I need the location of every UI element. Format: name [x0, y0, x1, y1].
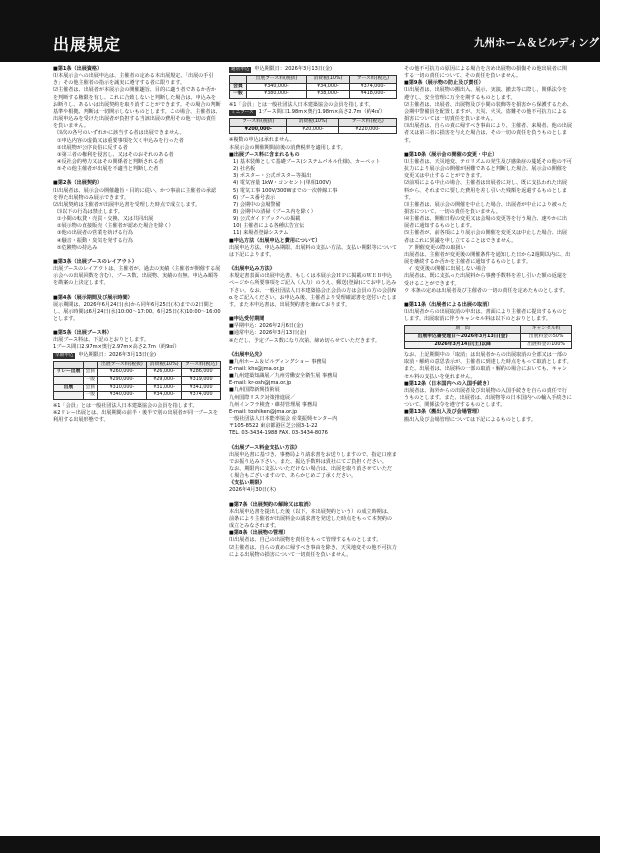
header-bar	[0, 0, 630, 62]
text-line: 出展申込方法、申込み期限、出展料の支払い方法、支払い期限等については下記によります。	[229, 244, 397, 258]
text-line: イ 変更後の開催に出展しない場合	[408, 266, 487, 273]
text-line: ⑴出展者は、出展物の搬出入、展示、実演、撤去等に際し、関係法令を遵守し、安全管理に万全を期するものとします。	[404, 87, 568, 101]
table-cell: ¥340,000-	[97, 392, 146, 400]
text-line: ①申込内容の虚偽又は重要事項を欠く申込みを行った者	[57, 137, 184, 144]
text-line: 出展者は、主催者が変更後の開催条件を通知した日から2週間以内に、出展を継続するか否かを主催者に通知するものとします。	[404, 251, 571, 266]
text-line: ②出展物が公序良俗に反する者	[57, 144, 128, 151]
table-cell: 出展申込書受理日〜2026年3月13日(金)	[405, 333, 521, 341]
text-line: 5) 電気工事 100V/300Wまでの一次幹線工事	[233, 187, 338, 194]
text-line: 2) 社名板	[233, 166, 256, 173]
col3-text-2	[404, 352, 572, 424]
section-heading: ■第12条（日本国内への入国手続き）	[404, 380, 493, 387]
col2-text	[229, 145, 397, 559]
table-cell: 会員	[83, 384, 97, 392]
regular-deadline: 通常申込 申込期限日：2026年3月13日(金)	[231, 66, 332, 72]
text-line: ⑸主催者が、前各項により展示会の開催を変更又は中止した場合、出展者はこれに異議を申し立てることはできません。	[404, 230, 568, 244]
table-header-cell: キャンセル料	[521, 326, 572, 334]
text-line: ⑴出展者は、展示会の開催趣旨・目的に従い、かつ事前に主催者の承認を得た出展物のみ展示できます。	[53, 187, 217, 201]
text-line: ■九州建築知識展／九州労働安全衛生展 事務局	[229, 373, 338, 380]
text-line: 3) ポスター・公式ポスター等掲出	[233, 173, 312, 180]
text-line: ⑶主催者は、展示会の開催を中止した場合、出展者が中止により被った損害について、一切の責任を負いません。	[404, 201, 568, 215]
table-header-cell: ブース料(税込)	[182, 361, 221, 369]
footnote: ※2リレー出展とは、出展期間の前半・後半で別の出展者が同一ブースを利用する出展形態です。	[53, 409, 219, 424]
text-line: ⑴出展者からの出展取消の申出は、書面により主催者に提出するものとします。出展取消に伴うキャンセル料は以下のとおりとします。	[404, 309, 568, 323]
spacer	[229, 438, 397, 445]
text-line: 九州国際リスク対策推進展／	[229, 394, 296, 401]
text-line: ⑶出展者は、自らの責に帰すべき事由により、主催者、来場者、他の出展者又は第三者に損害を与えた場合は、その一切の責任を負うものとします。	[404, 123, 572, 144]
section-heading: ■第10条（展示会の開催の変更・中止）	[404, 151, 498, 158]
table-cell: ¥290,000-	[97, 376, 146, 384]
text-line: なお、上記期間中の「取消」は出展者からの出展取消の全部又は一部の取消・解約の意思表示が、主催者に到達した時点をもって取消とします。また、出展者は、出展料の一部の取消・解約の場合においても、キャンセル料の支払いを免れません。	[404, 352, 572, 380]
table-row	[54, 376, 221, 384]
table-cell: ¥418,000-	[349, 91, 396, 99]
text-line: 10) 主催者による各種広告宣伝	[233, 223, 305, 230]
section-heading: ■第3条（出展ブースのレイアウト）	[53, 258, 137, 265]
text-line: 本展示会の開催期間前後の消費税率を適用します。	[229, 144, 346, 151]
text-line: 1ブース間口2.97m×奥行2.97m×高さ2.7m（約9㎡）	[53, 344, 180, 351]
table-cell	[54, 376, 84, 384]
table-row	[54, 392, 221, 400]
text-line: 一般社団法人日本能率協会 産業振興センター内	[229, 416, 338, 423]
cancel-fee-table	[404, 325, 572, 349]
text-line: ⑵主催者は、自らの責めに帰すべき事由を除き、天災地変その他不可抗力による出展物の損害について一切責任を負いません。	[229, 544, 397, 558]
text-line: ■早期申込：2026年2月6日(金)	[229, 323, 304, 330]
table-cell: 一般	[83, 376, 97, 384]
text-line: TEL. 03-3434-1988 FAX. 03-3434-8076	[229, 430, 328, 437]
table-cell: ¥29,000-	[147, 376, 182, 384]
text-line: ⑴主催者は、天災地変、テロリズムの発生及び感染症の蔓延その他の不可抗力により展示会の開催が困難であると判断した場合、展示会の開催を変更又は中止することができます。	[404, 158, 572, 180]
section-heading: ■第13条（搬出入及び会場管理）	[404, 409, 483, 416]
table-row	[54, 384, 221, 392]
table-header-cell: 消費税(10%)	[307, 76, 350, 84]
section-heading: ■第11条（出展者による出展の取消）	[404, 301, 493, 308]
section-heading: 《出展申込み方法》	[229, 266, 275, 273]
regular-note: ※1「会員」とは一般社団法人日本建築協会の会員を指します。	[229, 101, 374, 108]
text-line: ⑵出展契約は主催者が出展申込書を受理した時点で成立します。	[53, 201, 201, 208]
text-line: E-mail: khs@jma.or.jp	[229, 365, 285, 372]
table-header-cell: ブース料(税込)	[339, 119, 397, 127]
regular-label: 通常申込	[231, 67, 250, 72]
section-heading: ■第5条（出展ブース料）	[53, 330, 112, 337]
table-row	[230, 91, 397, 99]
spacer	[404, 145, 572, 152]
table-cell: 出展	[54, 384, 84, 392]
text-line: ⑤その他主催者が出展を不適当と判断した者	[57, 166, 159, 173]
text-line: 出展申込書に基づき、事務局より請求書をお送りしますので、指定口座までお振り込み下さい。また、振込手数料は貴社にてご負担ください。	[229, 451, 397, 465]
text-line: ■九州ホーム＆ビルディングショー 事務局	[229, 358, 327, 365]
text-line: ⑶以下の行為は禁止します。	[57, 208, 123, 215]
text-line: ウ 本条の定めは出展者及び主催者の一切の責任を定めたものとします。	[404, 287, 569, 294]
text-line: 九州インフラ検査・維持管理展 事務局	[229, 401, 318, 408]
table-header-cell	[83, 361, 97, 369]
text-line: ⑴出展者は、自己の出展物を責任をもって管理するものとします。	[229, 537, 382, 544]
text-line: ■九州国際新興技術展	[229, 387, 280, 394]
text-line: ⑷主催者は、開催日程の変更又は会場の変更等を行う場合、速やかに出展者に通知するものとします。	[404, 216, 568, 230]
section-heading: ■出展ブース料に含まれるもの	[229, 151, 300, 158]
text-line: 7) 会期中の会場警備	[233, 201, 281, 208]
table-cell	[54, 392, 84, 400]
table-header-cell: 消費税(10%)	[287, 119, 339, 127]
text-line: ②展示物の直接販売（主催者が認めた場合を除く）	[57, 223, 174, 230]
col3-text	[404, 66, 572, 323]
footnote: ※1「会員」とは一般社団法人日本建築協会の会員を指します。	[53, 402, 198, 409]
section-heading: ■第9条（展示物の防止及び責任）	[404, 80, 484, 87]
text-line: ③他の出展者の営業を妨げる行為	[57, 230, 133, 237]
early-label: 早期申込	[55, 352, 74, 358]
text-line: ④騒音・振動・臭気を発する行為	[57, 237, 133, 244]
text-line: ⑵主催者は、出展者、出展物及び小間の装飾等を損害から保護するため、会期中警備員を配置しますが、天災、火災、盗難その他不可抗力による損害については一切責任を負いません。	[404, 101, 572, 123]
text-line: ア 開催変更の際の取扱い	[408, 244, 466, 251]
spacer	[53, 252, 221, 259]
spacer	[229, 495, 397, 502]
text-line: 展示期間は、2026年6月24日(水)から同年6月25日(木)までの2日間とし、展示時間は6月24日(水)10:00〜17:00、6月25日(木)10:00〜16:00とします。	[53, 301, 221, 322]
section-heading: ■申込受付期間	[229, 316, 265, 323]
text-line: 9) 公式ガイドブックへの掲載	[233, 216, 301, 223]
text-line: E-mail: kr-osh@jma.or.jp	[229, 380, 292, 387]
footer-bar	[0, 836, 600, 853]
table-cell: ¥31,000-	[147, 384, 182, 392]
table-cell: ¥34,000-	[307, 83, 350, 91]
table-cell: ¥20,000-	[287, 126, 339, 134]
table-header-cell	[54, 361, 84, 369]
table-row	[54, 369, 221, 377]
text-line: 出展ブースのレイアウトは、主催者が、過去の実績（主催者が開催する展示会への出展回数を含む）、ブース数、出展物、実績の有無、申込み順等を勘案の上決定します。	[53, 266, 221, 287]
col1-text	[53, 66, 221, 352]
text-line: 本出展申込書を提出した後（以下、本出展契約という）の成立時期は、前条により主催者が出展料金の請求書を発送した時点をもって本契約の成立とみなされます。	[229, 508, 393, 530]
table-cell: ¥319,000	[182, 376, 221, 384]
text-line: 4) 電気容量 1kW・コンセント(単相100V)	[233, 180, 332, 187]
text-line: 1) 基本装飾として基礎ブース(システムパネル仕様)、カーペット	[233, 158, 381, 165]
column-1	[53, 66, 221, 830]
table-cell: 会員	[83, 369, 97, 377]
table-cell: 出展料金の100%	[521, 341, 572, 349]
table-cell: 出展料金の50%	[521, 333, 572, 341]
text-line: ⑵主催者は、出展者が本展示会の開催趣旨、目的に適う者であるか否かを判断する権限を有し、これに合致しないと判断した場合は、申込みをお断りし、あるいは出展契約を取り消すことができます。その場合の判断基準や根拠、判断は一切開示しないものとします。この場合、主催者は、出展申込みを受けた出展者が負担する当該出展の費用その他一切の責任を負いません。	[53, 87, 221, 130]
text-line: ■通常申込：2026年3月13日(金)	[229, 330, 307, 337]
text-line: 本規定書表面の出展申込書、もしくは本展示会ＨＰに掲載のＷＥＢ申込ページから所要事項をご記入（入力）のうえ、郵送(登録)にてお申し込み下さい。なお、一般社団法人日本建築協会正会員の方は会員の方の会員No.をご記入ください。お申込み後、主催者より受理確認書を送付いたします。また本申込書は、出展契約書を兼ねております。	[229, 273, 397, 308]
text-line: ※ただし、予定ブース数になり次第、締め切らせていただきます。	[229, 337, 381, 344]
section-heading: ■第7条（出展契約の解除又は取消）	[229, 501, 314, 508]
section-heading: 《出展申込先》	[229, 351, 265, 358]
table-cell: リレー出展	[54, 369, 84, 377]
column-2	[229, 66, 397, 830]
text-line: ⑵前項による中止の場合、主催者は出展者に対し、既に支払われた出展料から、それまでに要した費用を差し引いた残額を返還するものとします。	[404, 180, 568, 201]
table-cell: ¥380,000-	[246, 91, 306, 99]
text-line: 2026年4月30日(木)	[229, 487, 277, 494]
early-deadline: 早期申込 申込期限日：2026年3月13日(金)	[55, 351, 156, 358]
section-heading: 《支払い期限》	[229, 480, 265, 487]
text-line: ①小間の転貸・売買・交換、又は共同出展	[57, 216, 154, 223]
table-cell: ¥220,000-	[339, 126, 397, 134]
text-line: E-mail: toshiken@jma.or.jp	[229, 408, 298, 415]
section-heading: ■第1条（出展資格）	[53, 66, 103, 72]
table-cell: ¥374,000	[182, 392, 221, 400]
page-title: 出展規定	[53, 35, 122, 54]
table-row	[405, 333, 572, 341]
table-cell: ¥200,000-	[230, 126, 287, 134]
table-cell: ¥310,000-	[97, 384, 146, 392]
table-cell: ¥340,000-	[246, 83, 306, 91]
text-line: 搬出入及び会場管理については下記によるものとします。	[404, 416, 536, 423]
text-line: ④反社会的勢力又はその関係者と判断される者	[57, 159, 164, 166]
table-header-cell: ブース料(税抜)	[230, 119, 287, 127]
mini-note: ※複数の申込は承れません。	[229, 137, 295, 144]
table-cell: 一般	[83, 392, 97, 400]
table-cell: ¥34,000-	[147, 392, 182, 400]
fee-notes	[53, 403, 221, 424]
table-cell: ¥286,000	[182, 369, 221, 377]
text-line: ③第三者の権利を侵害し、又はそのおそれのある者	[57, 151, 174, 158]
text-line: 出展者は、海外からの出展者及び出展物の入国手続きを自らの責任で行うものとします。また、出展者は、出展物等の日本国内への輸入手続きについて、関係法令を遵守するものとします。	[404, 387, 572, 409]
table-cell: 会員	[230, 83, 247, 91]
text-line: ⑶次の各号のいずれかに該当する者は出展できません。	[57, 130, 185, 137]
section-heading: 《出展ブース料金支払い方法》	[229, 444, 300, 451]
spacer	[404, 295, 572, 302]
section-heading: ■第4条（展示期間及び展示時間）	[53, 294, 133, 301]
table-header-cell: 出展ブース料(税抜)	[246, 76, 306, 84]
text-line: ⑴本展示会への出展申込は、主催者の定める本出展規定、「出展の手引き」その他主催者の指示を誠実に遵守する者に限ります。	[53, 73, 214, 87]
table-row	[405, 341, 572, 349]
table-cell: ¥341,000	[182, 384, 221, 392]
table-header-cell: 期 間	[405, 326, 521, 334]
spacer	[229, 345, 397, 352]
booth-fee-table	[53, 361, 221, 400]
text-line: なお、期限内に支払いいただけない場合は、出展を取り消させていただく場合もございますので、あらかじめご了承ください。	[229, 466, 393, 480]
table-row	[230, 126, 397, 134]
spacer	[53, 288, 221, 295]
table-header-cell: ブース料(税込)	[349, 76, 396, 84]
section-heading: ■申込方法（出展申込と費用について）	[229, 237, 321, 244]
brand-name: 九州ホーム＆ビルディングショー	[474, 37, 630, 49]
mini-booth-title: ミニブース 1ブース間口1.98m×奥行1.98m×高さ2.7m（約4㎡）	[231, 109, 386, 116]
table-header-cell: 出展ブース料(税抜)	[97, 361, 146, 369]
table-cell: 一般	[230, 91, 247, 99]
table-row	[230, 83, 397, 91]
column-3	[404, 66, 572, 830]
mini-fee-table	[229, 118, 397, 134]
text-line: 出展ブース料は、下記のとおりとします。	[53, 337, 149, 344]
text-line: 出展者は、既に支払った出展料から事務手数料を差し引いた額の返還を受けることができます。	[404, 273, 568, 287]
table-cell: ¥374,000-	[349, 83, 396, 91]
table-cell: ¥38,000-	[307, 91, 350, 99]
table-header-cell	[230, 76, 247, 84]
text-line: 8) 会期中の清掃（ブース内を除く）	[233, 209, 316, 215]
text-line: 11) 来場者登録システム	[233, 230, 289, 237]
table-cell: 2026年3月14日(土)以降	[405, 341, 521, 349]
regular-fee-table	[229, 75, 397, 99]
section-heading: ■第8条（出展物の管理）	[229, 530, 289, 537]
section-heading: ■第2条（出展契約）	[53, 180, 103, 187]
spacer	[229, 309, 397, 316]
text-line: 〒105-8522 東京都港区芝公園3-1-22	[229, 423, 318, 430]
table-cell: ¥26,000-	[147, 369, 182, 377]
table-header-cell: 消費税(10%)	[147, 361, 182, 369]
text-line: その他不可抗力の原因による場合を含め出展物の損傷その他出展者に関する一切の責任について、その責任を負いません。	[404, 66, 568, 80]
text-line: 6) ブース番号表示	[233, 194, 276, 201]
text-line: ⑤危険物の持込み	[57, 244, 98, 251]
table-cell: ¥260,000-	[97, 369, 146, 377]
